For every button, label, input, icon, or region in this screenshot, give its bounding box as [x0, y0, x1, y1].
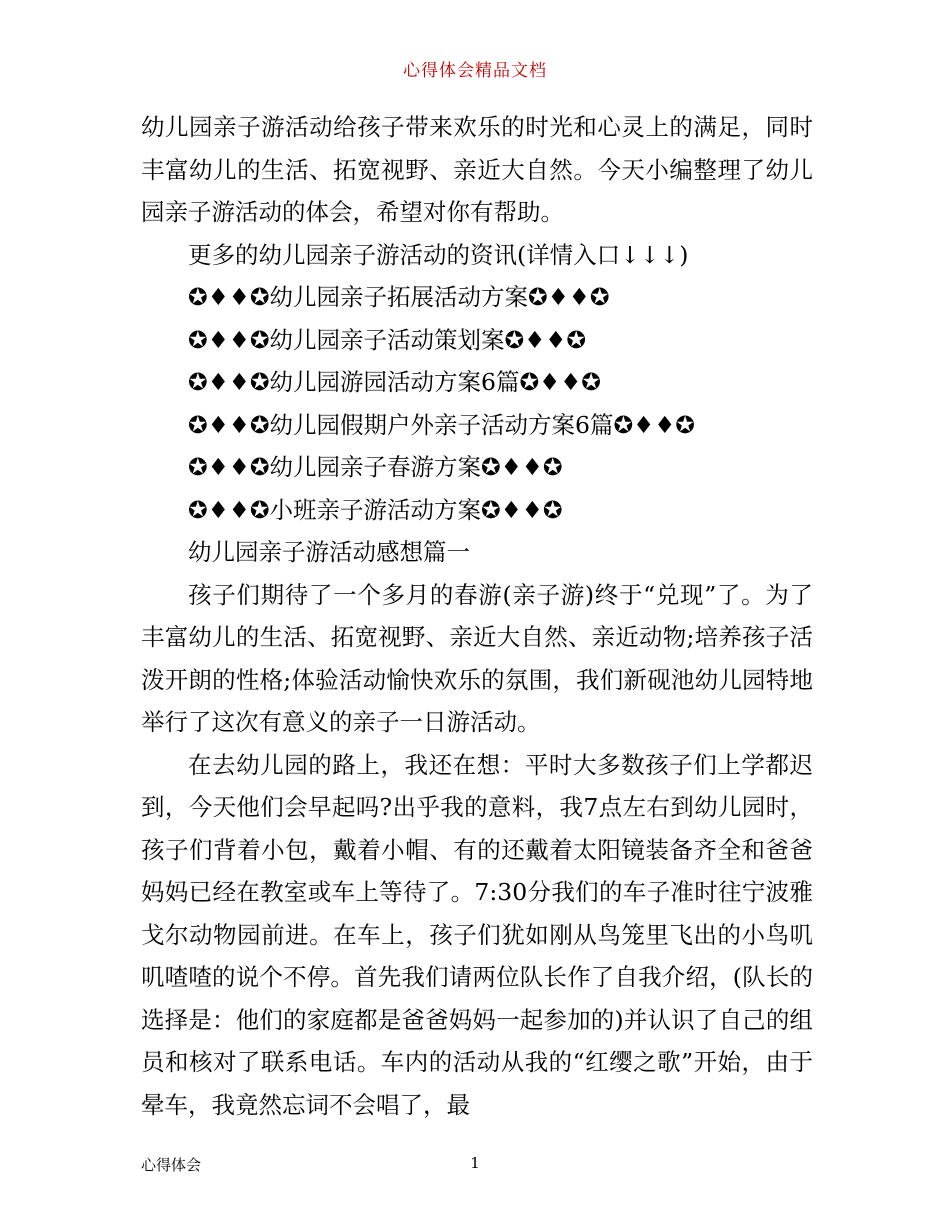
related-link-3[interactable]: ✪♦♦✪幼儿园游园活动方案6篇✪♦♦✪ [188, 368, 601, 396]
body-paragraph-1: 孩子们期待了一个多月的春游(亲子游)终于“兑现”了。为了丰富幼儿的生活、拓宽视野、亲近大自然、亲近动物;培养孩子活泼开朗的性格;体验活动愉快欢乐的氛围，我们新砚池幼儿园特地举行了这次有意义的亲子一日游活动。 [141, 580, 813, 736]
related-link-2[interactable]: ✪♦♦✪幼儿园亲子活动策划案✪♦♦✪ [188, 325, 587, 354]
page-header-title: 心得体会精品文档 [403, 61, 547, 81]
intro-paragraph: 幼儿园亲子游活动给孩子带来欢乐的时光和心灵上的满足，同时丰富幼儿的生活、拓宽视野、亲近大自然。今天小编整理了幼儿园亲子游活动的体会，希望对你有帮助。 [141, 113, 813, 226]
footer-label: 心得体会 [141, 1156, 202, 1174]
related-link-5[interactable]: ✪♦♦✪幼儿园亲子春游方案✪♦♦✪ [188, 453, 563, 481]
related-link-6[interactable]: ✪♦♦✪小班亲子游活动方案✪♦♦✪ [188, 495, 563, 524]
section-title: 幼儿园亲子游活动感想篇一 [188, 538, 470, 566]
body-paragraph-2: 在去幼儿园的路上，我还在想：平时大多数孩子们上学都迟到，今天他们会早起吗?出乎我的意料，我7点左右到幼儿园时，孩子们背着小包，戴着小帽、有的还戴着太阳镜装备齐全和爸爸妈妈已经在教室或车上等待了。7:30分我们的车子准时往宁波雅戈尔动物园前进。在车上，孩子们犹如刚从鸟笼里飞出的小鸟叽叽喳喳的说个不停。首先我们请两位队长作了自我介绍，(队长的选择是：他们的家庭都是爸爸妈妈一起参加的)并认识了自己的组员和核对了联系电话。车内的活动从我的“红缨之歌”开始，由于晕车，我竟然忘词不会唱了，最 [141, 750, 813, 1119]
page-number: 1 [470, 1154, 480, 1172]
more-info-line: 更多的幼儿园亲子游活动的资讯(详情入口↓↓↓) [188, 240, 689, 269]
related-link-1[interactable]: ✪♦♦✪幼儿园亲子拓展活动方案✪♦♦✪ [188, 283, 610, 311]
document-body [141, 106, 813, 1126]
related-link-4[interactable]: ✪♦♦✪幼儿园假期户外亲子活动方案6篇✪♦♦✪ [188, 410, 695, 439]
